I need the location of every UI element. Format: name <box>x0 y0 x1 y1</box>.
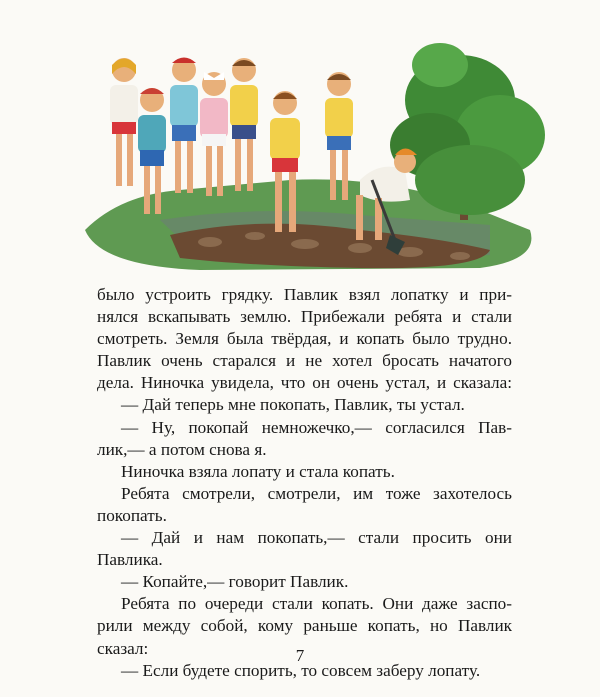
text-line: смотреть. Земля была твёрдая, и копать было трудно. <box>97 329 512 349</box>
text-line: Ребята смотрели, смотрели, им тоже захотелось <box>121 483 512 503</box>
text-line: было устроить грядку. Павлик взял лопатку и при- <box>97 285 512 304</box>
text-line: сказал: <box>97 638 149 658</box>
page-number: 7 <box>295 646 305 665</box>
text-line: — Ну, покопай немножечко,— согласился Пав- <box>121 417 512 437</box>
text-line: лик,— а потом снова я. <box>97 439 267 459</box>
text-line: Павлика. <box>97 550 163 570</box>
text-line: нялся вскапывать землю. Прибежали ребята и стали <box>97 307 512 327</box>
text-line: — Если будете спорить, то совсем заберу лопату. <box>121 660 481 680</box>
text-line: Ниночка взяла лопату и стала копать. <box>121 461 395 481</box>
text-line: — Дай теперь мне покопать, Павлик, ты устал. <box>121 395 465 415</box>
text-line: Павлик очень старался и не хотел бросать начатого <box>97 351 512 371</box>
illustration-children-digging <box>60 30 560 280</box>
story-text <box>97 284 512 682</box>
text-line: — Дай и нам покопать,— стали просить они <box>121 528 512 548</box>
text-line: покопать. <box>97 505 167 525</box>
text-line: — Копайте,— говорит Павлик. <box>121 572 349 592</box>
text-line: Ребята по очереди стали копать. Они даже заспо- <box>121 594 512 614</box>
text-line: дела. Ниночка увидела, что он очень устал, и сказала: <box>97 373 512 393</box>
text-line: рили между собой, кому раньше копать, но Павлик <box>97 616 512 636</box>
